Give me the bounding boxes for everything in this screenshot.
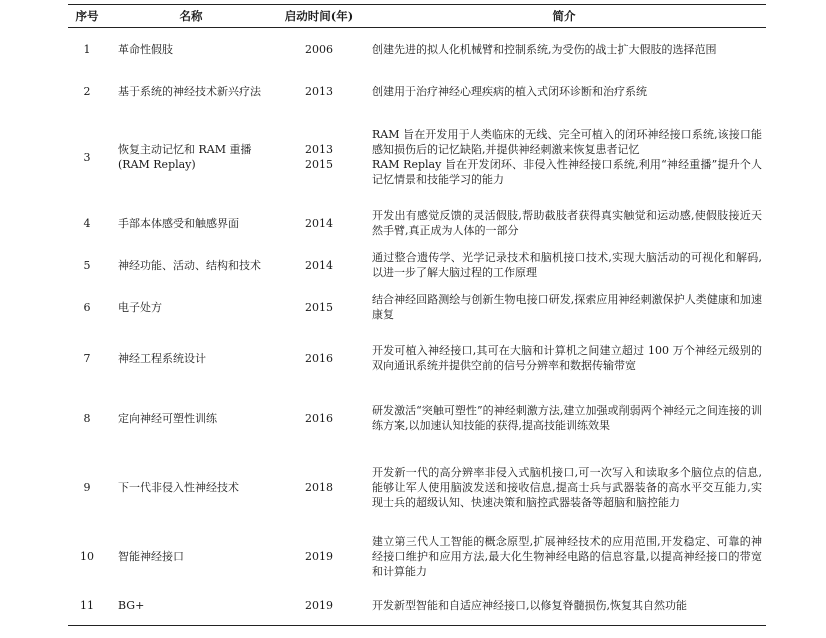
row-no: 7 <box>83 351 91 365</box>
desc-text: 创建用于治疗神经心理疾病的植入式闭环诊断和治疗系统 <box>372 84 647 98</box>
year-value: 2019 <box>305 549 333 563</box>
row-desc <box>362 286 766 328</box>
row-no: 8 <box>83 411 91 425</box>
row-year <box>276 202 362 244</box>
year-value: 2019 <box>305 599 333 613</box>
header-desc: 简介 <box>362 5 766 28</box>
table-row <box>68 244 766 286</box>
row-no: 11 <box>68 586 106 626</box>
header-name: 名称 <box>106 5 276 28</box>
table-row <box>68 202 766 244</box>
row-desc <box>362 244 766 286</box>
row-desc <box>362 328 766 388</box>
year-value: 2013 <box>305 84 333 98</box>
row-year <box>276 244 362 286</box>
row-name: 定向神经可塑性训练 <box>118 411 217 425</box>
desc-text: RAM Replay 旨在开发闭环、非侵入性神经接口系统,利用“神经重播”提升个人记忆情景和技能学习的能力 <box>372 158 762 186</box>
row-no: 2 <box>83 84 91 98</box>
row-name: 基于系统的神经技术新兴疗法 <box>118 84 261 98</box>
desc-text: 开发出有感觉反馈的灵活假肢,帮助截肢者获得真实触觉和运动感,使假肢接近天然手臂,真正成为人体的一部分 <box>372 209 762 237</box>
row-year <box>276 328 362 388</box>
row-name: 电子处方 <box>118 300 162 314</box>
program-table <box>68 4 766 626</box>
table-body <box>68 28 766 626</box>
row-name: 下一代非侵入性神经技术 <box>118 480 239 494</box>
row-desc <box>362 448 766 526</box>
row-name: 恢复主动记忆和 RAM 重播(RAM Replay) <box>118 143 252 171</box>
table-row <box>68 286 766 328</box>
table-row <box>68 526 766 586</box>
year-value: 2015 <box>305 300 333 314</box>
desc-text: 创建先进的拟人化机械臂和控制系统,为受伤的战士扩大假肢的选择范围 <box>372 42 717 56</box>
table-header <box>68 5 766 28</box>
header-row <box>68 5 766 28</box>
row-year <box>276 586 362 626</box>
row-name: 神经功能、活动、结构和技术 <box>118 258 261 272</box>
year-value: 2016 <box>305 351 333 365</box>
desc-text: 建立第三代人工智能的概念原型,扩展神经技术的应用范围,开发稳定、可靠的神经接口维护和应用方法,最大化生物神经电路的信息容量,以提高神经接口的带宽和计算能力 <box>372 534 762 578</box>
desc-text: 结合神经回路测绘与创新生物电接口研发,探索应用神经刺激保护人类健康和加速康复 <box>372 293 762 321</box>
year-value: 2015 <box>305 158 333 171</box>
table-row <box>68 112 766 202</box>
desc-text: 开发可植入神经接口,其可在大脑和计算机之间建立超过 100 万个神经元级别的双向通讯系统并提供空前的信号分辨率和数据传输带宽 <box>372 344 762 372</box>
row-desc <box>362 526 766 586</box>
row-year <box>276 28 362 70</box>
row-no: 9 <box>83 480 91 494</box>
table-row <box>68 448 766 526</box>
desc-text: 研发激活“突触可塑性”的神经刺激方法,建立加强或削弱两个神经元之间连接的训练方案,以加速认知技能的获得,提高技能训练效果 <box>372 404 762 432</box>
header-no: 序号 <box>68 5 106 28</box>
row-no: 4 <box>83 216 91 230</box>
desc-text: 通过整合遗传学、光学记录技术和脑机接口技术,实现大脑活动的可视化和解码,以进一步了解大脑过程的工作原理 <box>372 251 762 279</box>
row-no: 1 <box>83 42 91 56</box>
year-value: 2013 <box>305 143 333 156</box>
desc-text: 开发新一代的高分辨率非侵入式脑机接口,可一次写入和读取多个脑位点的信息,能够让军人使用脑波发送和接收信息,提高士兵与武器装备的高水平交互能力,实现士兵的超级认知、快速决策和脑控武器装备等超脑和脑控能力 <box>372 465 762 509</box>
row-desc <box>362 112 766 202</box>
row-name: 手部本体感受和触感界面 <box>118 216 239 230</box>
row-year <box>276 286 362 328</box>
row-name: 革命性假肢 <box>118 42 173 56</box>
year-value: 2018 <box>305 480 333 494</box>
year-value: 2014 <box>305 258 333 272</box>
row-no: 5 <box>83 258 91 272</box>
row-name: BG+ <box>106 586 276 626</box>
year-value: 2016 <box>305 411 333 425</box>
row-no: 3 <box>83 150 91 164</box>
row-year <box>276 526 362 586</box>
desc-text: 开发新型智能和自适应神经接口,以修复脊髓损伤,恢复其自然功能 <box>372 599 687 613</box>
row-year <box>276 70 362 112</box>
row-year <box>276 448 362 526</box>
row-desc <box>362 202 766 244</box>
row-desc <box>362 28 766 70</box>
table-row <box>68 328 766 388</box>
row-no: 6 <box>83 300 91 314</box>
row-desc <box>362 388 766 448</box>
table-row <box>68 388 766 448</box>
desc-text: RAM 旨在开发用于人类临床的无线、完全可植入的闭环神经接口系统,该接口能感知损伤后的记忆缺陷,并提供神经刺激来恢复患者记忆 <box>372 128 762 156</box>
row-name: 神经工程系统设计 <box>118 351 206 365</box>
row-year <box>276 388 362 448</box>
row-desc <box>362 586 766 626</box>
row-name: 智能神经接口 <box>118 549 184 563</box>
header-year: 启动时间(年) <box>276 5 362 28</box>
table-row <box>68 70 766 112</box>
year-value: 2006 <box>305 42 333 56</box>
row-year <box>276 112 362 202</box>
row-no: 10 <box>80 549 94 563</box>
table-row <box>68 586 766 626</box>
table-row <box>68 28 766 70</box>
row-desc <box>362 70 766 112</box>
year-value: 2014 <box>305 216 333 230</box>
